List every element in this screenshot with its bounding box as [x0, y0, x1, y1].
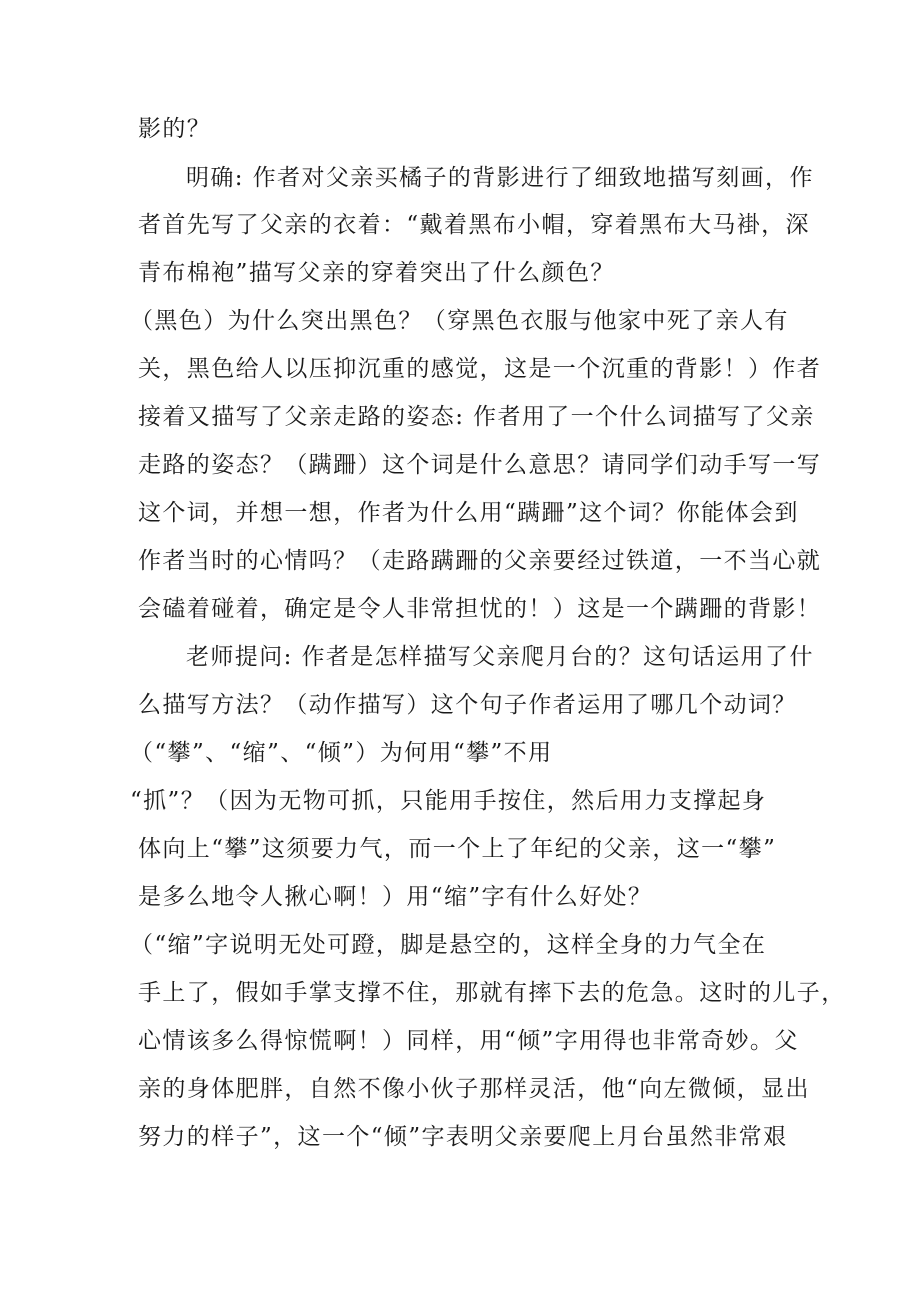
- text-line-14: （“攀”、“缩”、“倾”）为何用“攀”不用: [130, 740, 553, 766]
- text-line-11: 会磕着碰着，确定是令人非常担忧的！）这是一个蹒跚的背影！: [138, 596, 822, 622]
- text-line-17: 是多么地令人揪心啊！）用“缩”字有什么好处？: [138, 884, 653, 910]
- text-line-6: 关，黑色给人以压抑沉重的感觉，这是一个沉重的背影！）作者: [138, 356, 822, 382]
- text-line-1: 影的？: [138, 116, 212, 142]
- text-line-22: 努力的样子”，这一个“倾”字表明父亲要爬上月台虽然非常艰: [138, 1124, 788, 1150]
- text-line-18: （“缩”字说明无处可蹬，脚是悬空的，这样全身的力气全在: [130, 932, 767, 958]
- text-line-4: 青布棉袍”描写父亲的穿着突出了什么颜色？: [138, 260, 615, 286]
- text-line-10: 作者当时的心情吗？（走路蹒跚的父亲要经过铁道，一不当心就: [138, 548, 822, 574]
- text-line-12: 老师提问: 作者是怎样描写父亲爬月台的？这句话运用了什: [186, 644, 814, 670]
- text-line-19: 手上了，假如手掌支撑不住，那就有摔下去的危急。这时的儿子，: [138, 980, 846, 1006]
- text-line-21: 亲的身体肥胖，自然不像小伙子那样灵活，他“向左微倾，显出: [138, 1076, 810, 1102]
- text-line-7: 接着又描写了父亲走路的姿态: 作者用了一个什么词描写了父亲: [138, 404, 815, 430]
- text-line-9: 这个词，并想一想，作者为什么用“蹒跚”这个词？你能体会到: [138, 500, 799, 526]
- text-line-16: 体向上“攀”这须要力气，而一个上了年纪的父亲，这一“攀”: [138, 836, 777, 862]
- text-line-20: 心情该多么得惊慌啊！）同样，用“倾”字用得也非常奇妙。父: [138, 1028, 799, 1054]
- text-line-5: （黑色）为什么突出黑色？（穿黑色衣服与他家中死了亲人有: [130, 308, 789, 334]
- text-line-3: 者首先写了父亲的衣着：“戴着黑布小帽，穿着黑布大马褂，深: [138, 212, 810, 238]
- text-line-15: “抓”？（因为无物可抓，只能用手按住，然后用力支撑起身: [130, 788, 767, 814]
- text-line-2: 明确: 作者对父亲买橘子的背影进行了细致地描写刻画，作: [186, 165, 814, 191]
- text-line-13: 么描写方法？（动作描写）这个句子作者运用了哪几个动词？: [138, 692, 797, 718]
- text-line-8: 走路的姿态？（蹒跚）这个词是什么意思？请同学们动手写一写: [138, 452, 822, 478]
